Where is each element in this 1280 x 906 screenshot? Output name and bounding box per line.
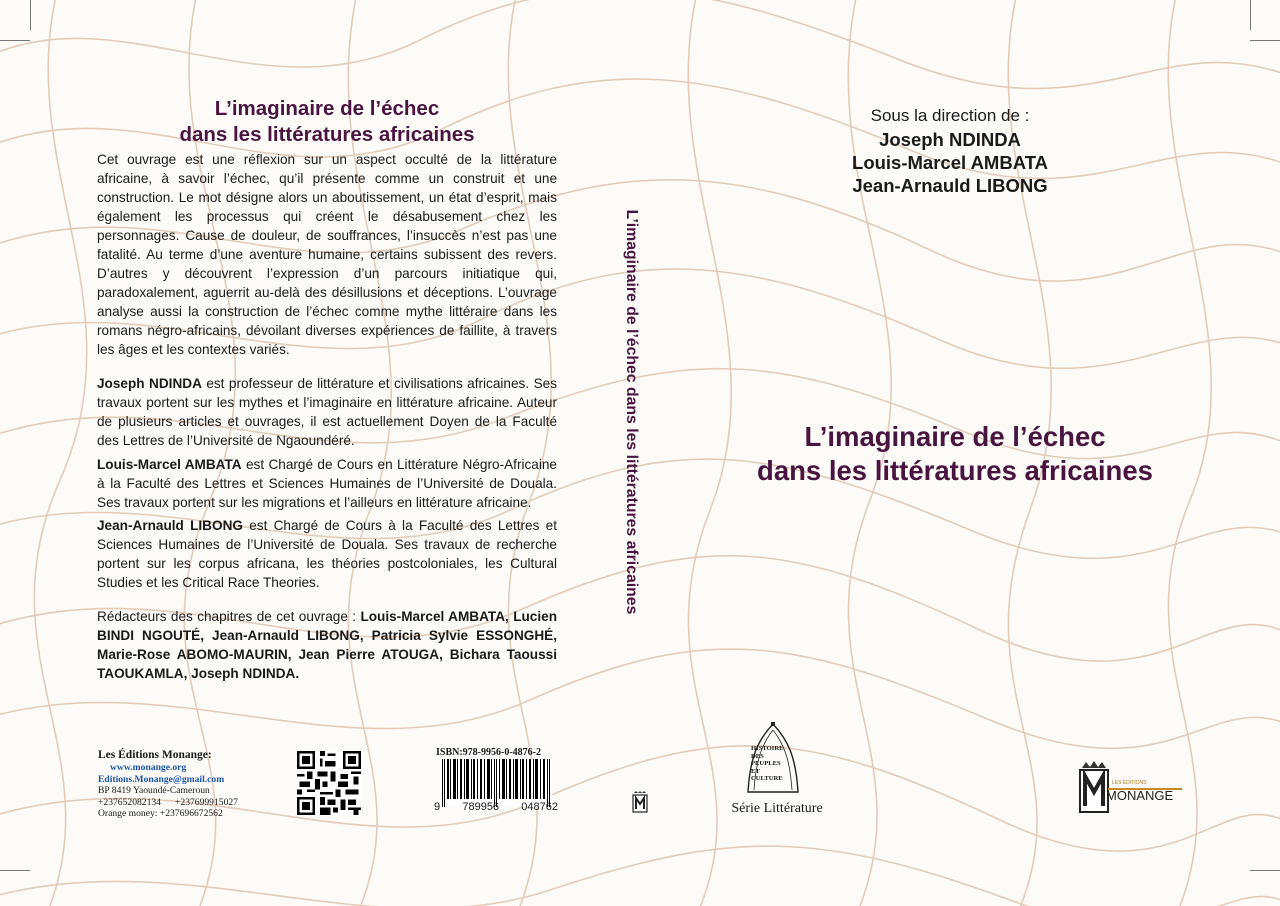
front-cover-title	[700, 420, 1210, 488]
spine-title-text: L’imaginaire de l’échec dans les littératures africaines	[623, 209, 640, 615]
series-logo-text	[751, 745, 791, 783]
barcode-icon	[440, 759, 552, 807]
series-label: Série Littérature	[731, 801, 823, 816]
crop-mark	[1250, 870, 1280, 871]
publisher-orange-money: Orange money: +237696672562	[98, 808, 223, 820]
author-bio-name: Joseph NDINDA	[97, 376, 202, 391]
spine-publisher-logo-icon	[630, 790, 650, 814]
series-logo-word: HISTOIRE	[751, 745, 784, 752]
front-title-line2: dans les littératures africaines	[757, 455, 1153, 486]
author-bio	[97, 374, 557, 450]
series-logo-word: PEUPLES	[751, 760, 781, 768]
back-title-line1: L’imaginaire de l’échec	[214, 97, 440, 120]
author-bio-text: est Chargé de Cours à la Faculté des Lettres et Sciences Humaines de l’Université de Douala. Ses travaux de recherche portent sur les corpus africana, les théories postcoloniales, les Cultural Studies et les Critical Race Theories.	[97, 518, 557, 590]
crop-mark	[0, 40, 30, 41]
front-title-line1: L’imaginaire de l’échec	[804, 421, 1106, 452]
isbn-label: ISBN:978-9956-0-4876-2	[436, 747, 541, 758]
back-title-line2: dans les littératures africaines	[179, 123, 475, 146]
contributors-intro: Rédacteurs des chapitres de cet ouvrage :	[97, 609, 361, 624]
author-bio-name: Jean-Arnauld LIBONG	[97, 518, 243, 533]
editor-name: Louis-Marcel AMBATA	[852, 152, 1048, 173]
direction-label: Sous la direction de :	[870, 106, 1030, 125]
editors-list	[760, 128, 1140, 197]
crop-mark	[1250, 40, 1280, 41]
author-bio	[97, 516, 557, 592]
editor-name: Jean-Arnauld LIBONG	[852, 175, 1048, 196]
publisher-address: BP 8419 Yaoundé-Cameroun	[98, 785, 210, 797]
series-logo-word: CULTURE	[751, 775, 783, 783]
crop-mark	[30, 0, 31, 30]
publisher-phone: +237699915027	[174, 796, 238, 808]
crop-mark	[1250, 0, 1251, 30]
qr-code-icon	[297, 751, 361, 815]
summary-paragraph: Cet ouvrage est une réflexion sur un aspect occulté de la littérature africaine, à savoir l’échec, qu’il présente comme un construit et une construction. Le mot désigne alors un aboutissement, un état d’esprit, mais également les processus qui créent le désabusement chez les personnages. Cause de douleur, de souffrances, l’insuccès n’est pas une fatalité. Au terme d’une aventure humaine, certains subissent des revers. D’autres y découvrent l’expression d’un parcours initiatique qui, paradoxalement, aguerrit au-delà des désillusions et déceptions. L’ouvrage analyse aussi la construction de l’échec comme mythe littéraire dans les romans négro-africains, dévoilant diverses expériences de faillite, à travers les âges et les contextes variés.	[97, 152, 557, 357]
publisher-phones	[98, 797, 238, 809]
barcode-digit-group: 9	[434, 801, 441, 813]
editor-name: Joseph NDINDA	[879, 129, 1021, 150]
series-logo-word: ET	[751, 767, 760, 775]
publisher-info	[98, 749, 238, 820]
barcode-digit-group: 789956	[462, 801, 500, 813]
barcode-digit-group: 048762	[521, 801, 558, 813]
crop-mark	[0, 870, 30, 871]
contributors-list: Louis-Marcel AMBATA, Lucien BINDI NGOUTÉ, Jean-Arnauld LIBONG, Patricia Sylvie ESSONGHÉ, Marie-Rose ABOMO-MAURIN, Jean Pierre ATOUGA, Bichara Taoussi TAOUKAMLA, Joseph NDINDA.	[97, 609, 558, 681]
publisher-phone: +237652082134	[98, 796, 161, 808]
publisher-name: Les Éditions Monange:	[98, 749, 212, 761]
barcode-digits	[434, 801, 558, 813]
back-cover-title	[97, 96, 557, 148]
contributors-paragraph	[97, 607, 557, 683]
author-bio	[97, 455, 557, 512]
author-bio-text: est professeur de littérature et civilisations africaines. Ses travaux portent sur les mythes et l’imaginaire en littérature africaine. Auteur de plusieurs articles et ouvrages, il est actuellement Doyen de la Faculté des Lettres de l’Université de Ngaoundéré.	[97, 376, 557, 448]
publisher-email: Editions.Monange@gmail.com	[98, 773, 225, 785]
monange-logo-small-text: LES ÉDITIONS	[1112, 780, 1147, 786]
monange-logo-text: MONANGE	[1106, 788, 1174, 803]
series-logo-word: DES	[751, 752, 764, 760]
author-bio-name: Louis-Marcel AMBATA	[97, 457, 242, 472]
author-bio-text: est Chargé de Cours en Littérature Négro-Africaine à la Faculté des Lettres et Sciences Humaines de l’Université de Douala. Ses travaux portent sur les migrations et l’ailleurs en littérature africaine.	[97, 457, 557, 510]
publisher-website: www.monange.org	[110, 762, 187, 773]
